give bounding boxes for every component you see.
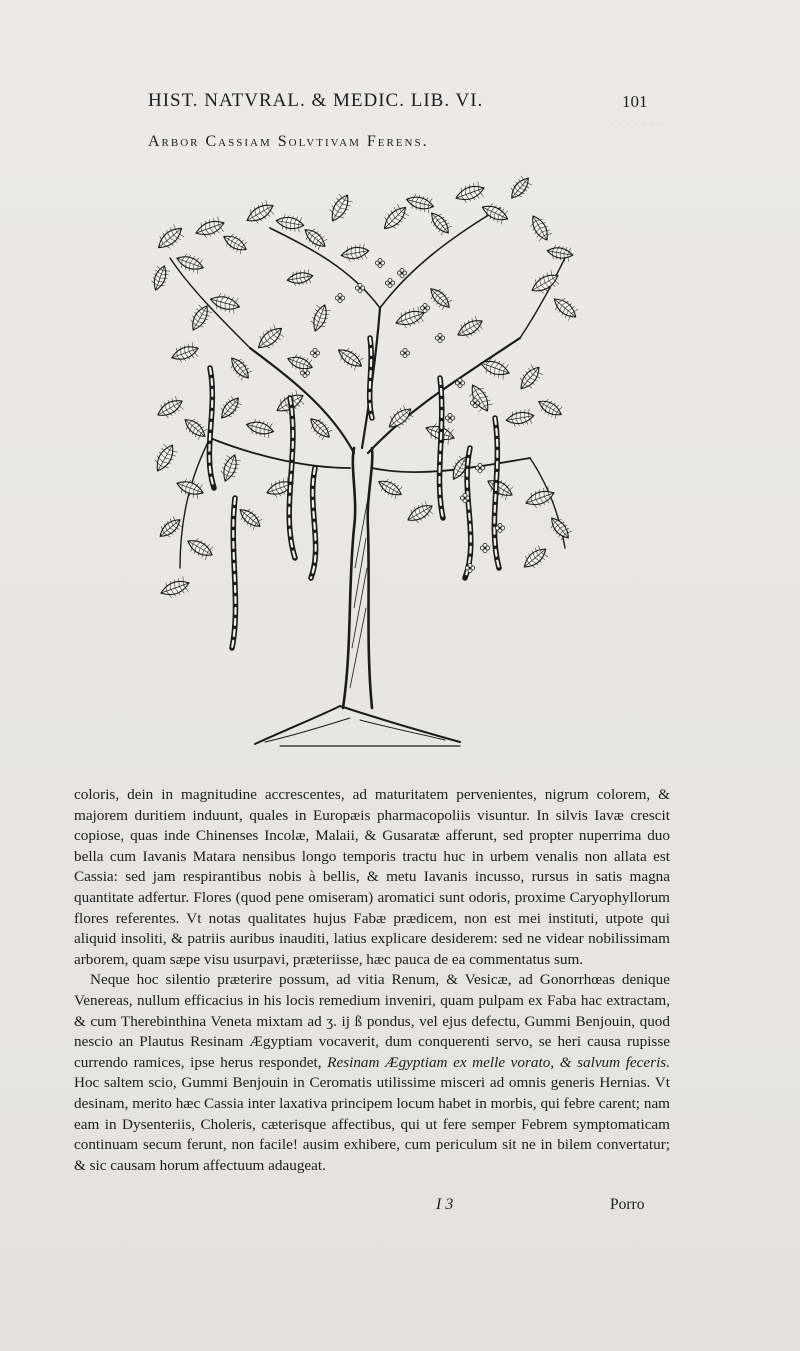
running-head: HIST. NATVRAL. & MEDIC. LIB. VI.	[148, 90, 484, 111]
page-number: 101	[622, 92, 648, 111]
catchword: Porro	[610, 1196, 645, 1213]
paragraph-2-part-1: Neque hoc silentio præterire possum, ad vitia Renum, & Vesicæ, ad Gonorrhœas denique Venereas, nullum efficacius in his locis remedium inveniri, quam pulpam ex Faba hac extractam, & cum Therebinthina Veneta mixtam ad ʒ. ij ß pondus, vel ejus defectu, Gummi Benjouin, quod nescio an Plautus Resinam Ægyptiam vocaverit, dum conquerenti servo, se heri causa rupisse currendo ramices, ipse herus respondet,	[74, 971, 670, 1071]
tree-woodcut-icon	[140, 168, 580, 758]
body-text	[74, 785, 670, 1176]
paragraph-1: coloris, dein in magnitudine accrescentes, ad maturitatem pervenientes, nigrum colorem, & majorem duritiem induunt, quales in Europæis pharmacopoliis visuntur. In silvis Iavæ crescit copiose, quas inde Chinenses Incolæ, Malaii, & Gusaratæ afferunt, sed propter nuperrima duo bella cum Iavanis Matara nensibus longo temporis tractu huc in urbem venalis non allata est Cassia: sed jam respirantibus nobis à bellis, & metu Iavanis incusso, rursus in satis magna quantitate adfertur. Flores (quod pene omiseram) aromatici sunt odoris, proxime Caryophyllorum flores referentes. Vt notas qualitates hujus Fabæ prædicem, non est mei instituti, utpote qui aliquid insoliti, & patriis auribus inauditi, latius explicare desiderem: sed ne videar nobilissimam arborem, quam sæpe visu usurpavi, præteriisse, hæc pauca de ea commentatus sum.	[74, 786, 670, 968]
show-through-text: · · · · · · ·	[610, 118, 664, 133]
paragraph-2-part-2: Hoc saltem scio, Gummi Benjouin in Ceromatis utilissime misceri ad omnis generis Hernias. Vt desinam, merito hæc Cassia inter laxativa principem locum habet in morbis, qui febre carent; nam eam in Dysenteriis, Choleris, cæterisque affectibus, qui ut fere semper Febrem symptomaticam continuam secum ferunt, non facile! ausim exhibere, cum periculum sit ne in bilem convertatur; & sic causam horum affectuum adaugeat.	[74, 1074, 670, 1174]
plautus-quotation: Resinam Ægyptiam ex melle vorato, & salvum feceris.	[327, 1053, 670, 1071]
paragraph-2	[74, 970, 670, 1176]
figure-caption: Arbor Cassiam Solvtivam Ferens.	[148, 133, 429, 150]
signature-mark: I 3	[436, 1196, 454, 1213]
